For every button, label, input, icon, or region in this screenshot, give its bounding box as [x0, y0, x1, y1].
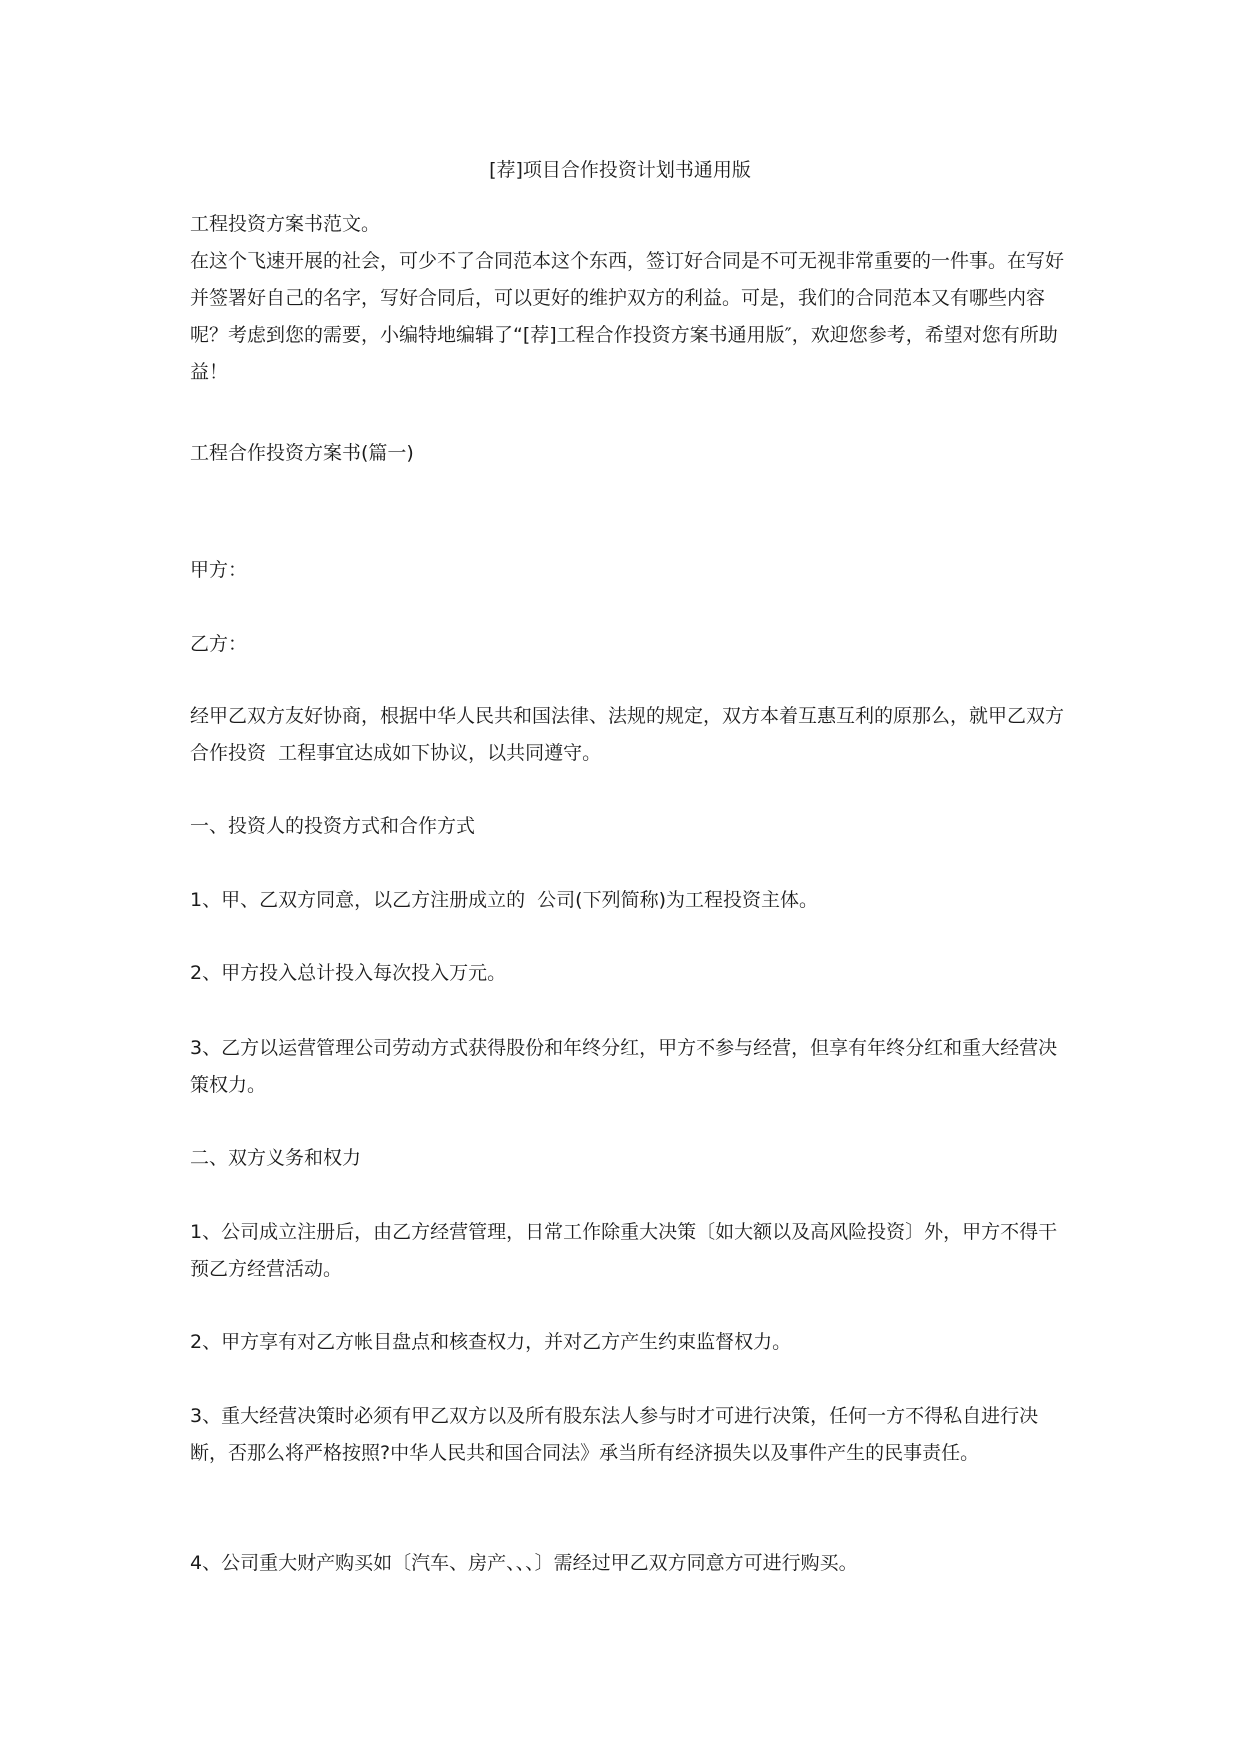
section2-heading: 二、双方义务和权力	[190, 1147, 362, 1169]
intro-paragraph: 在这个飞速开展的社会，可少不了合同范本这个东西，签订好合同是不可无视非常重要的一件事。在写好并签署好自己的名字，写好合同后，可以更好的维护双方的利益。可是，我们的合同范本又有哪些内容呢？考虑到您的需要，小编特地编辑了“[荐]工程合作投资方案书通用版″，欢迎您参考，希望对您有所助益！	[190, 250, 1065, 383]
subtitle: 工程合作投资方案书(篇一)	[190, 442, 414, 464]
party-b-label: 乙方：	[190, 633, 248, 655]
section2-item2: 2、甲方享有对乙方帐目盘点和核查权力，并对乙方产生约束监督权力。	[190, 1331, 792, 1353]
intro-heading: 工程投资方案书范文。	[190, 213, 381, 235]
section2-item1: 1、公司成立注册后，由乙方经营管理，日常工作除重大决策〔如大额以及高风险投资〕外，甲方不得干预乙方经营活动。	[190, 1221, 1058, 1280]
section1-item3: 3、乙方以运营管理公司劳动方式获得股份和年终分红，甲方不参与经营，但享有年终分红和重大经营决策权力。	[190, 1037, 1058, 1096]
section2-item3: 3、重大经营决策时必须有甲乙双方以及所有股东法人参与时才可进行决策，任何一方不得私自进行决断，否那么将严格按照?中华人民共和国合同法》承当所有经济损失以及事件产生的民事责任。	[190, 1405, 1039, 1464]
preamble-paragraph: 经甲乙双方友好协商，根据中华人民共和国法律、法规的规定，双方本着互惠互利的原那么，就甲乙双方合作投资 工程事宜达成如下协议，以共同遵守。	[190, 705, 1065, 764]
section1-heading: 一、投资人的投资方式和合作方式	[190, 815, 476, 837]
section1-item2: 2、甲方投入总计投入每次投入万元。	[190, 962, 507, 984]
document-title: [荐]项目合作投资计划书通用版	[489, 159, 751, 181]
party-a-label: 甲方：	[190, 559, 248, 581]
section2-item4: 4、公司重大财产购买如〔汽车、房产、、、〕需经过甲乙双方同意方可进行购买。	[190, 1552, 858, 1574]
section1-item1: 1、甲、乙双方同意，以乙方注册成立的 公司(下列简称)为工程投资主体。	[190, 889, 818, 911]
